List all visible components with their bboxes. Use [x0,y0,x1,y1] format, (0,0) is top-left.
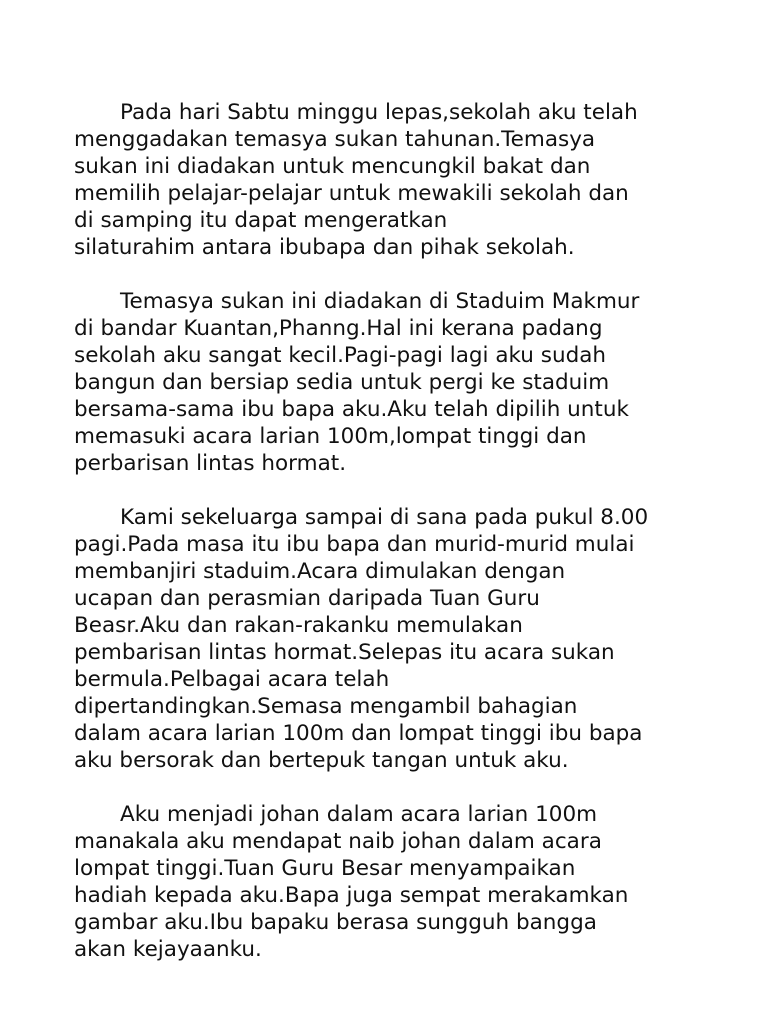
paragraph-line: perbarisan lintas hormat. [74,451,347,476]
paragraph-line: bangun dan bersiap sedia untuk pergi ke staduim [74,370,610,395]
paragraph-line: sekolah aku sangat kecil.Pagi-pagi lagi aku sudah [74,343,607,368]
paragraph-line: Pada hari Sabtu minggu lepas,sekolah aku telah [120,100,638,125]
paragraph-4 [74,801,700,963]
paragraph-line: Kami sekeluarga sampai di sana pada pukul 8.00 [120,505,649,530]
paragraph-line: memasuki acara larian 100m,lompat tinggi dan [74,424,587,449]
paragraph-line: bermula.Pelbagai acara telah [74,667,390,692]
paragraph-line: hadiah kepada aku.Bapa juga sempat merakamkan [74,883,629,908]
paragraph-line: di samping itu dapat mengeratkan [74,208,448,233]
paragraph-line: di bandar Kuantan,Phanng.Hal ini kerana padang [74,316,603,341]
paragraph-2 [74,288,700,477]
paragraph-line: lompat tinggi.Tuan Guru Besar menyampaikan [74,856,576,881]
paragraph-line: silaturahim antara ibubapa dan pihak sekolah. [74,235,575,260]
paragraph-line: dalam acara larian 100m dan lompat tinggi ibu bapa [74,721,643,746]
paragraph-line: bersama-sama ibu bapa aku.Aku telah dipilih untuk [74,397,629,422]
document-body [74,99,700,990]
paragraph-3 [74,504,700,774]
paragraph-line: ucapan dan perasmian daripada Tuan Guru [74,586,540,611]
paragraph-line: akan kejayaanku. [74,937,262,962]
paragraph-line: Aku menjadi johan dalam acara larian 100m [120,802,598,827]
paragraph-line: sukan ini diadakan untuk mencungkil bakat dan [74,154,591,179]
paragraph-line: aku bersorak dan bertepuk tangan untuk aku. [74,748,569,773]
paragraph-1 [74,99,700,261]
paragraph-line: dipertandingkan.Semasa mengambil bahagian [74,694,578,719]
paragraph-line: gambar aku.Ibu bapaku berasa sungguh bangga [74,910,597,935]
paragraph-line: Beasr.Aku dan rakan-rakanku memulakan [74,613,523,638]
paragraph-line: menggadakan temasya sukan tahunan.Temasya [74,127,596,152]
paragraph-line: pagi.Pada masa itu ibu bapa dan murid-murid mulai [74,532,635,557]
paragraph-line: manakala aku mendapat naib johan dalam acara [74,829,602,854]
paragraph-line: membanjiri staduim.Acara dimulakan dengan [74,559,566,584]
paragraph-line: Temasya sukan ini diadakan di Staduim Makmur [120,289,640,314]
paragraph-line: memilih pelajar-pelajar untuk mewakili sekolah dan [74,181,629,206]
paragraph-line: pembarisan lintas hormat.Selepas itu acara sukan [74,640,615,665]
